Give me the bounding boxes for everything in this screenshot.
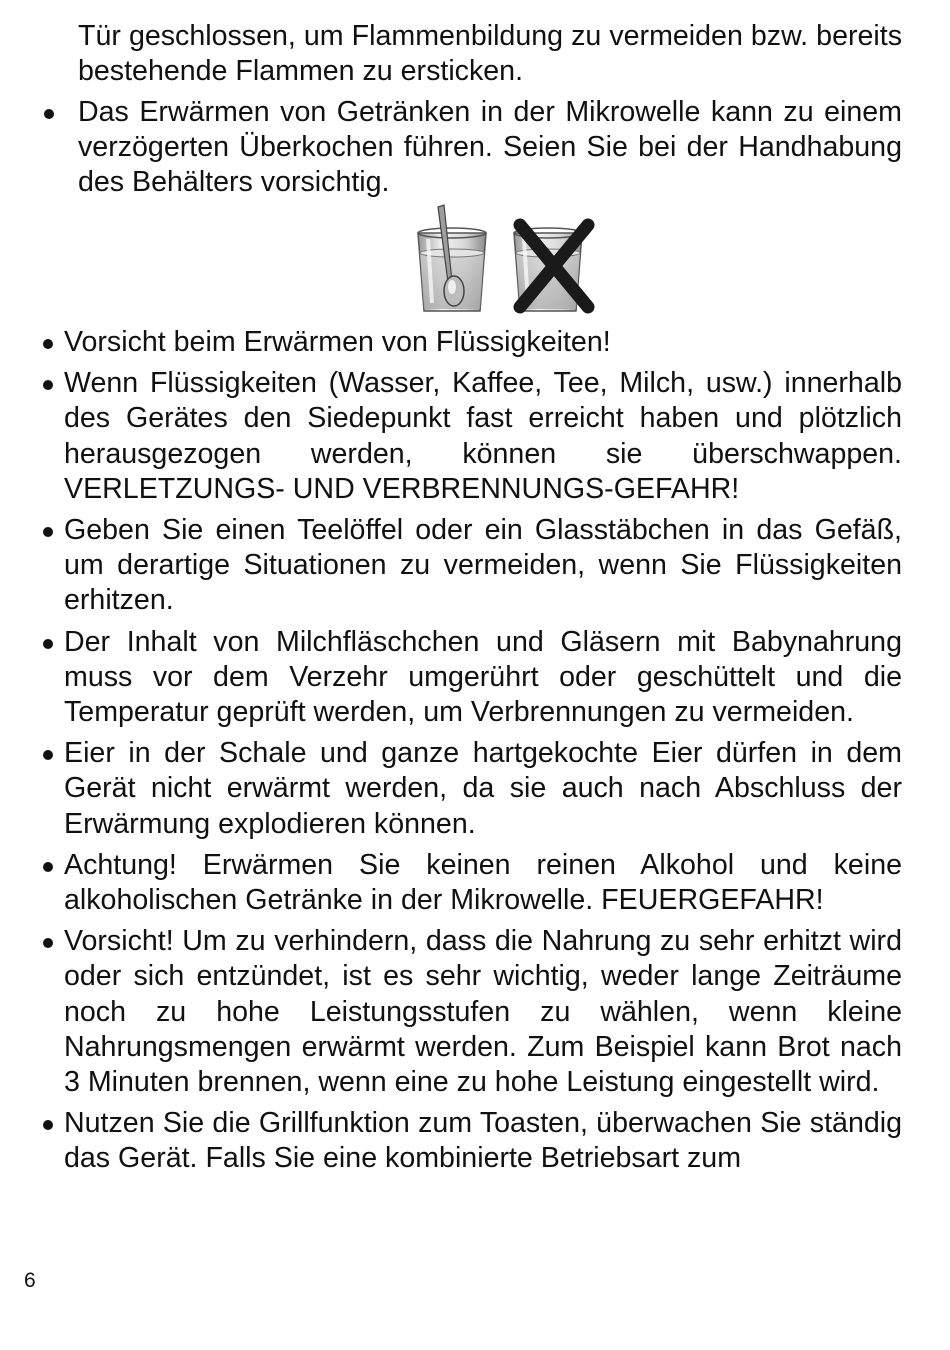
bullet-item: [64, 848, 902, 918]
page-number: 6: [24, 1269, 36, 1292]
bullet-text: Geben Sie einen Teelöffel oder ein Glasstäbchen in das Gefäß, um derartige Situationen zu vermeiden, wenn Sie Flüssigkeiten erhitzen.: [64, 514, 902, 617]
bullet-item: [64, 513, 902, 619]
glass-with-spoon-icon: [418, 205, 486, 311]
bullet-item: [64, 366, 902, 507]
continuation-paragraph: Tür geschlossen, um Flammenbildung zu vermeiden bzw. bereits bestehende Flammen zu ersticken.: [78, 20, 902, 88]
warning-bullet-list: [64, 325, 902, 1183]
bullet-text: Achtung! Erwärmen Sie keinen reinen Alkohol und keine alkoholischen Getränke in der Mikrowelle. FEUERGEFAHR!: [64, 848, 902, 917]
bullet-item-microwave-drinks: [78, 95, 902, 201]
bullet-dot: [43, 1120, 53, 1130]
bullet-dot: [44, 109, 54, 119]
bullet-dot: [43, 380, 53, 390]
bullet-text: Vorsicht beim Erwärmen von Flüssigkeiten!: [64, 326, 611, 358]
bullet-dot: [43, 339, 53, 349]
bullet-dot: [43, 938, 53, 948]
bullet-text: Vorsicht! Um zu verhindern, dass die Nahrung zu sehr erhitzt wird oder sich entzündet, ist es sehr wichtig, weder lange Zeiträume noch zu hohe Leistungsstufen zu wählen, wenn kleine Nahrungsmengen erwärmt werden. Zum Beispiel kann Brot nach 3 Minuten brennen, wenn eine zu hohe Leistung eingestellt wird.: [64, 925, 902, 1099]
bullet-text: Eier in der Schale und ganze hartgekochte Eier dürfen in dem Gerät nicht erwärmt werden, da sie auch nach Abschluss der Erwärmung explodieren können.: [64, 737, 902, 840]
bullet-dot: [43, 862, 53, 872]
bullet-item: [64, 924, 902, 1100]
bullet-item: [64, 325, 902, 360]
bullet-text: Wenn Flüssigkeiten (Wasser, Kaffee, Tee, Milch, usw.) innerhalb des Gerätes den Siedepunkt fast erreicht haben und plötzlich herausgezogen werden, können sie überschwappen. VERLETZUNGS- UND VERBRENNUNGS-GEFAHR!: [64, 367, 902, 505]
spoon-in-glass-pictogram: [408, 203, 598, 317]
bullet-dot: [43, 527, 53, 537]
bullet-text: Nutzen Sie die Grillfunktion zum Toasten, überwachen Sie ständig das Gerät. Falls Sie eine kombinierte Betriebsart zum: [64, 1107, 902, 1175]
bullet-text: Der Inhalt von Milchfläschchen und Gläsern mit Babynahrung muss vor dem Verzehr umgerührt oder geschüttelt und die Temperatur geprüft werden, um Verbrennungen zu vermeiden.: [64, 625, 902, 729]
bullet-item: [64, 736, 902, 842]
glass-crossed-out-icon: [514, 225, 588, 311]
bullet-item: [64, 1106, 902, 1176]
bullet-dot: [43, 639, 53, 649]
bullet-text: Das Erwärmen von Getränken in der Mikrowelle kann zu einem verzögerten Überkochen führen. Seien Sie bei der Handhabung des Behälters vorsichtig.: [78, 96, 902, 199]
bullet-dot: [43, 750, 53, 760]
bullet-item: [64, 625, 902, 731]
